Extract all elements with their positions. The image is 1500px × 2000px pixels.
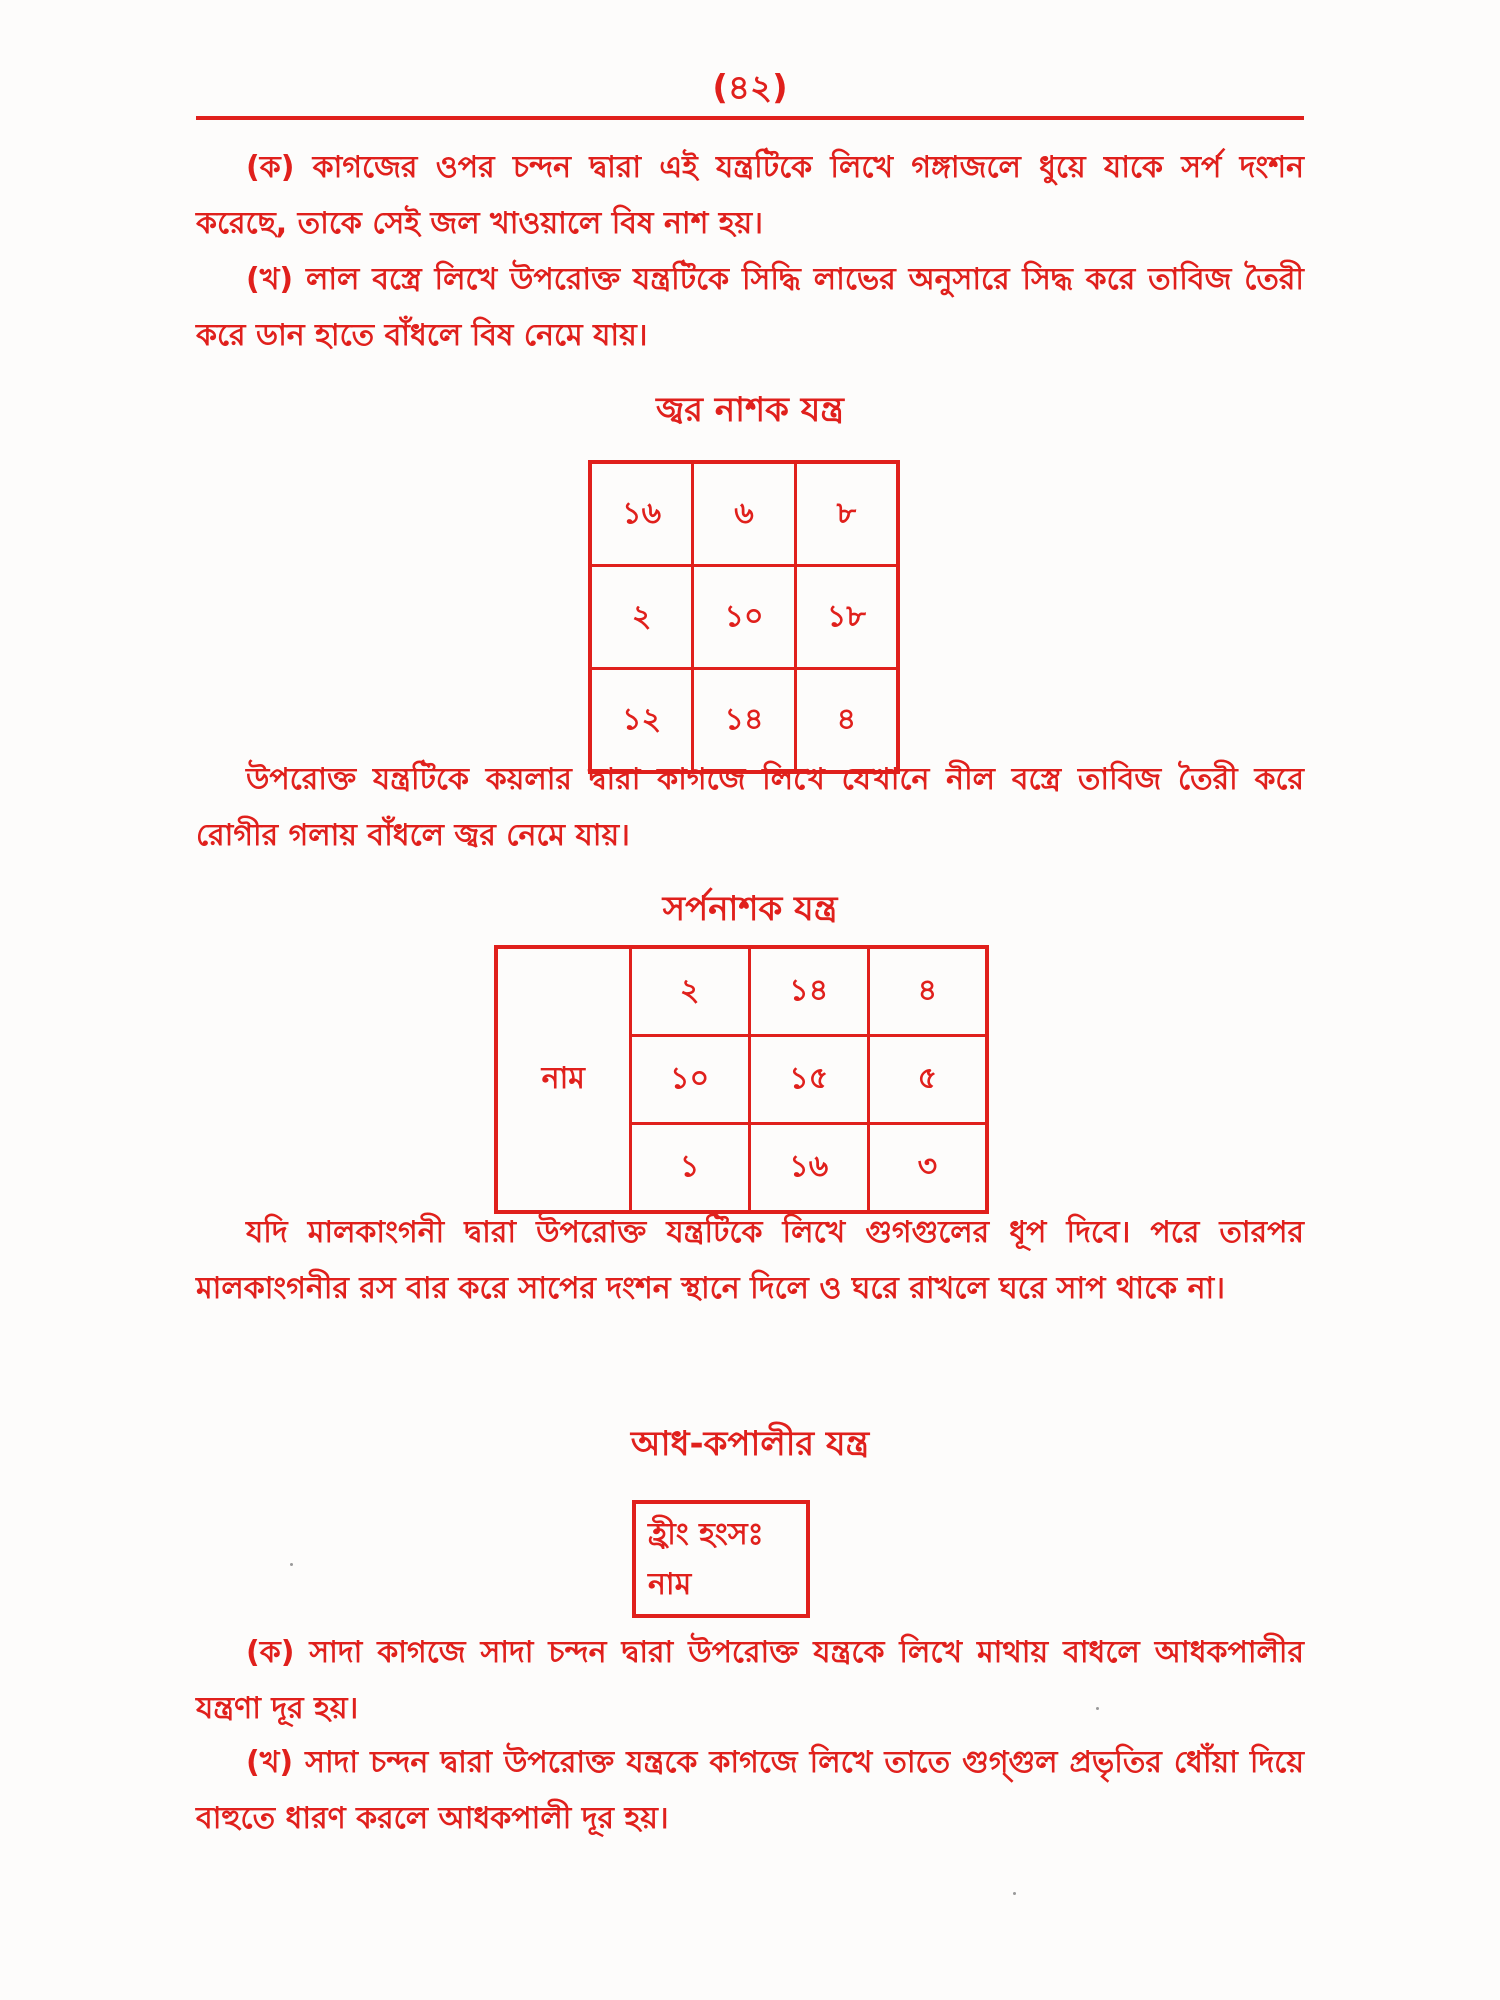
paper-speck	[1096, 1707, 1099, 1710]
name-label: নাম	[648, 1567, 692, 1602]
grid-cell: ৪	[868, 947, 987, 1036]
snake-yantra-grid	[494, 945, 989, 1214]
grid-cell: ১৪	[749, 947, 868, 1036]
fever-yantra-grid	[588, 460, 900, 774]
heading-snake-yantra: সর্পনাশক যন্ত্র	[662, 889, 838, 929]
grid-cell: ৬	[693, 462, 795, 566]
grid-row	[590, 566, 898, 669]
heading-migraine-yantra: আধ-কপালীর যন্ত্র	[630, 1424, 870, 1464]
heading-fever-yantra: জ্বর নাশক যন্ত্র	[656, 390, 844, 430]
paragraph-kha-snakebite: (খ) লাল বস্ত্রে লিখে উপরোক্ত যন্ত্রটিকে সিদ্ধি লাভের অনুসারে সিদ্ধ করে তাবিজ তৈরী করে ডান হাতে বাঁধলে বিষ নেমে যায়।	[196, 262, 1304, 353]
header-rule	[196, 116, 1304, 120]
paper-speck	[290, 1563, 293, 1566]
grid-cell: ৩	[868, 1124, 987, 1213]
grid-cell: ১০	[630, 1036, 749, 1124]
grid-cell: ১০	[693, 566, 795, 669]
mantra-text: হ্রীং হংসঃ	[648, 1517, 764, 1552]
grid-cell: ১৬	[749, 1124, 868, 1213]
grid-cell: ২	[630, 947, 749, 1036]
grid-cell: ৮	[795, 462, 898, 566]
grid-cell: ১২	[590, 669, 693, 773]
grid-row	[496, 947, 987, 1036]
grid-cell: ২	[590, 566, 693, 669]
paragraph-snake-instructions: যদি মালকাংগনী দ্বারা উপরোক্ত যন্ত্রটিকে লিখে গুগগুলের ধূপ দিবে। পরে তারপর মালকাংগনীর রস বার করে সাপের দংশন স্থানে দিলে ও ঘরে রাখলে ঘরে সাপ থাকে না।	[196, 1215, 1304, 1306]
page-number: (৪২)	[712, 68, 788, 108]
paragraph-ka-snakebite: (ক) কাগজের ওপর চন্দন দ্বারা এই যন্ত্রটিকে লিখে গঙ্গাজলে ধুয়ে যাকে সর্প দংশন করেছে, তাকে সেই জল খাওয়ালে বিষ নাশ হয়।	[196, 150, 1304, 241]
grid-cell: ১৪	[693, 669, 795, 773]
grid-cell: ১৫	[749, 1036, 868, 1124]
grid-cell: ৪	[795, 669, 898, 773]
paragraph-fever-instructions: উপরোক্ত যন্ত্রটিকে কয়লার দ্বারা কাগজে লিখে যেখানে নীল বস্ত্রে তাবিজ তৈরী করে রোগীর গলায় বাঁধলে জ্বর নেমে যায়।	[196, 762, 1304, 853]
grid-cell: ৫	[868, 1036, 987, 1124]
grid-row	[590, 462, 898, 566]
paragraph-ka-migraine: (ক) সাদা কাগজে সাদা চন্দন দ্বারা উপরোক্ত যন্ত্রকে লিখে মাথায় বাধলে আধকপালীর যন্ত্রণা দূর হয়।	[196, 1635, 1304, 1726]
migraine-yantra-box	[632, 1500, 810, 1618]
grid-cell: ১	[630, 1124, 749, 1213]
name-cell: নাম	[496, 947, 630, 1212]
grid-cell: ১৮	[795, 566, 898, 669]
paragraph-kha-migraine: (খ) সাদা চন্দন দ্বারা উপরোক্ত যন্ত্রকে কাগজে লিখে তাতে গুগ্গুল প্রভৃতির ধোঁয়া দিয়ে বাহুতে ধারণ করলে আধকপালী দূর হয়।	[196, 1745, 1304, 1836]
paper-speck	[1013, 1892, 1016, 1895]
grid-cell: ১৬	[590, 462, 693, 566]
